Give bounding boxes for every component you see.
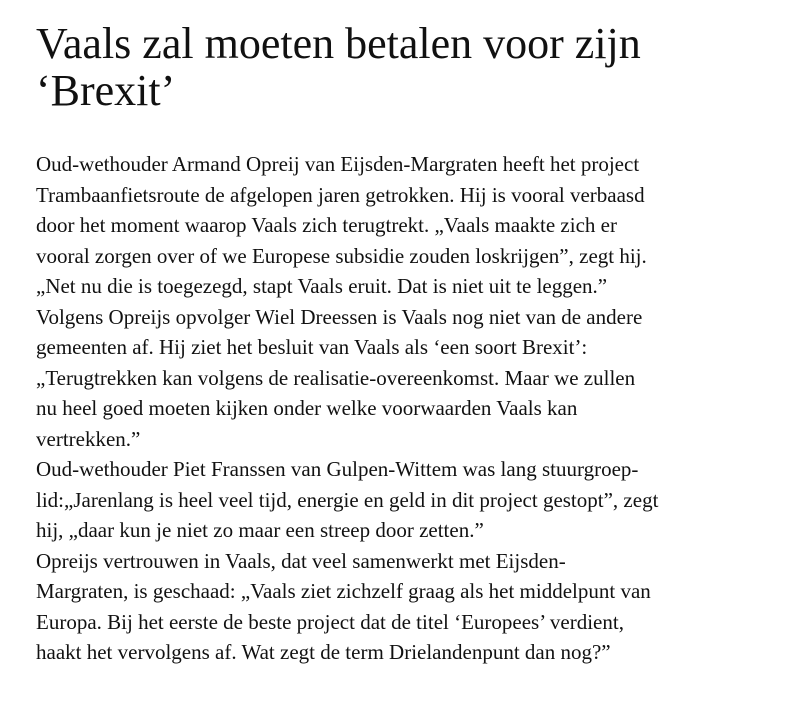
body-line: lid:„Jarenlang is heel veel tijd, energie en geld in dit project gestopt”, zegt <box>36 487 659 512</box>
headline <box>36 20 776 114</box>
body-line: gemeenten af. Hij ziet het besluit van Vaals als ‘een soort Brexit’: <box>36 335 588 359</box>
body-line: Opreijs vertrouwen in Vaals, dat veel samenwerkt met Eijsden- <box>36 548 566 573</box>
article-body <box>36 149 776 668</box>
body-line: hij, „daar kun je niet zo maar een streep door zetten.” <box>36 518 484 542</box>
body-line: „Net nu die is toegezegd, stapt Vaals eruit. Dat is niet uit te leggen.” <box>36 274 608 298</box>
body-line: nu heel goed moeten kijken onder welke voorwaarden Vaals kan <box>36 396 578 420</box>
article-header <box>36 20 776 114</box>
body-line: haakt het vervolgens af. Wat zegt de term Drielandenpunt dan nog?” <box>36 640 611 664</box>
body-line: „Terugtrekken kan volgens de realisatie-overeenkomst. Maar we zullen <box>36 365 636 390</box>
body-line: vertrekken.” <box>36 426 141 451</box>
body-line: door het moment waarop Vaals zich terugtrekt. „Vaals maakte zich er <box>36 213 617 237</box>
body-line: Oud-wethouder Piet Franssen van Gulpen-Wittem was lang stuurgroep- <box>36 457 639 481</box>
body-line: Oud-wethouder Armand Opreij van Eijsden-Margraten heeft het project <box>36 152 640 176</box>
body-line: Volgens Opreijs opvolger Wiel Dreessen is Vaals nog niet van de andere <box>36 304 643 329</box>
body-line: Trambaanfietsroute de afgelopen jaren getrokken. Hij is vooral verbaasd <box>36 182 645 207</box>
body-line: Europa. Bij het eerste de beste project dat de titel ‘Europees’ verdient, <box>36 609 624 634</box>
body-line: vooral zorgen over of we Europese subsidie zouden loskrijgen”, zegt hij. <box>36 243 647 268</box>
headline-line: ‘Brexit’ <box>36 66 176 115</box>
headline-line: Vaals zal moeten betalen voor zijn <box>36 19 641 68</box>
body-line: Margraten, is geschaad: „Vaals ziet zichzelf graag als het middelpunt van <box>36 579 651 603</box>
